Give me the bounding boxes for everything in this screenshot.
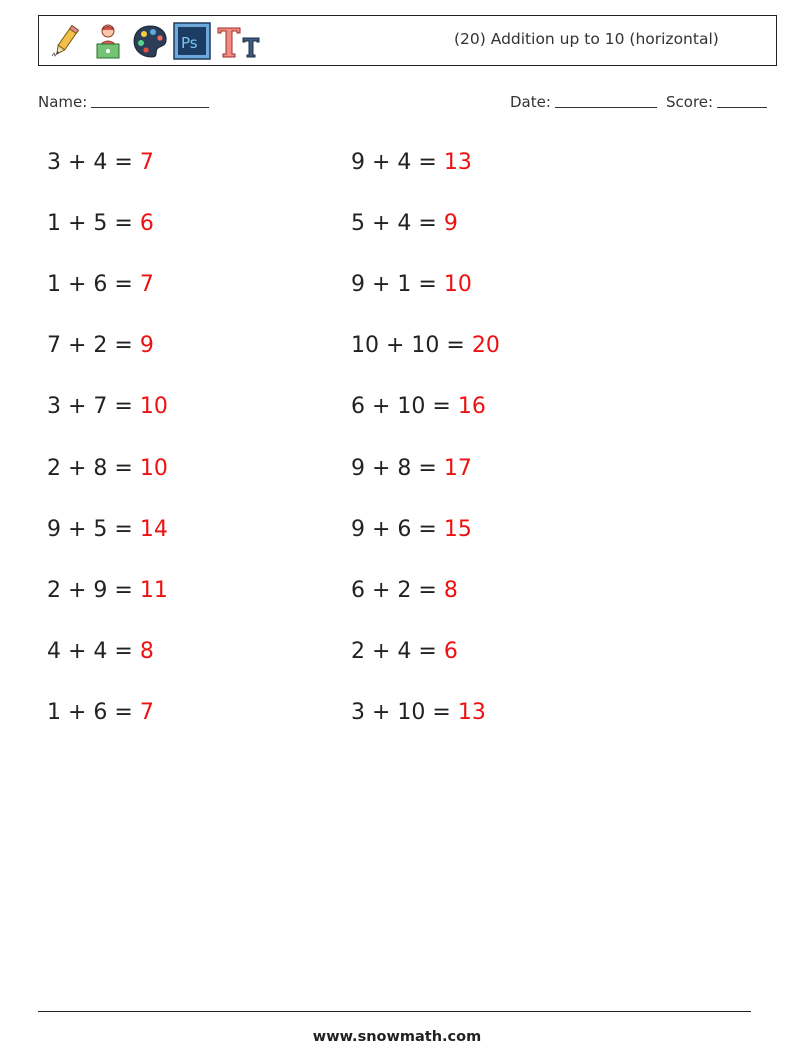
problem-answer: 7 (139, 150, 154, 175)
problem-question: 2 + 8 = (47, 456, 133, 481)
problem-left-10 (47, 700, 154, 726)
problem-question: 3 + 7 = (47, 394, 133, 419)
problem-question: 9 + 4 = (351, 150, 437, 175)
problem-answer: 16 (457, 394, 486, 419)
name-label: Name: (38, 93, 88, 111)
problem-question: 3 + 4 = (47, 150, 133, 175)
problem-answer: 10 (139, 394, 168, 419)
problem-right-6 (351, 456, 472, 482)
problem-answer: 7 (139, 272, 154, 297)
problem-question: 6 + 2 = (351, 578, 437, 603)
problem-question: 3 + 10 = (351, 700, 451, 725)
score-label: Score: (666, 93, 714, 111)
problem-left-9 (47, 639, 154, 665)
problem-left-1 (47, 150, 154, 176)
problem-left-5 (47, 394, 168, 420)
worksheet-title: (20) Addition up to 10 (horizontal) (454, 30, 719, 48)
problem-answer: 10 (139, 456, 168, 481)
problem-answer: 6 (443, 639, 458, 664)
footer-divider (38, 1011, 751, 1012)
problem-question: 9 + 8 = (351, 456, 437, 481)
problem-question: 5 + 4 = (351, 211, 437, 236)
problem-left-4 (47, 333, 154, 359)
problem-question: 7 + 2 = (47, 333, 133, 358)
problem-right-4 (351, 333, 500, 359)
problem-right-2 (351, 211, 458, 237)
problem-answer: 10 (443, 272, 472, 297)
problem-question: 6 + 10 = (351, 394, 451, 419)
problem-question: 1 + 6 = (47, 700, 133, 725)
problem-answer: 17 (443, 456, 472, 481)
problem-answer: 8 (443, 578, 458, 603)
problem-answer: 13 (443, 150, 472, 175)
problem-question: 10 + 10 = (351, 333, 465, 358)
problem-question: 1 + 5 = (47, 211, 133, 236)
photoshop-icon-label: Ps (181, 34, 198, 52)
problem-answer: 11 (139, 578, 168, 603)
problem-answer: 7 (139, 700, 154, 725)
problem-right-10 (351, 700, 486, 726)
problem-right-3 (351, 272, 472, 298)
problem-answer: 20 (471, 333, 500, 358)
problem-answer: 9 (139, 333, 154, 358)
problem-right-8 (351, 578, 458, 604)
problem-answer: 9 (443, 211, 458, 236)
problem-answer: 15 (443, 517, 472, 542)
problem-answer: 6 (139, 211, 154, 236)
date-label: Date: (510, 93, 551, 111)
problem-question: 9 + 5 = (47, 517, 133, 542)
problem-question: 2 + 9 = (47, 578, 133, 603)
problem-question: 9 + 1 = (351, 272, 437, 297)
problem-right-5 (351, 394, 486, 420)
footer-website: www.snowmath.com (312, 1029, 482, 1045)
problem-left-8 (47, 578, 168, 604)
problem-answer: 14 (139, 517, 168, 542)
problem-question: 9 + 6 = (351, 517, 437, 542)
problem-left-6 (47, 456, 168, 482)
problem-answer: 8 (139, 639, 154, 664)
problem-left-7 (47, 517, 168, 543)
problem-right-1 (351, 150, 472, 176)
problem-right-7 (351, 517, 472, 543)
problem-left-3 (47, 272, 154, 298)
problem-answer: 13 (457, 700, 486, 725)
problem-question: 1 + 6 = (47, 272, 133, 297)
problem-right-9 (351, 639, 458, 665)
problem-left-2 (47, 211, 154, 237)
problem-question: 4 + 4 = (47, 639, 133, 664)
problem-question: 2 + 4 = (351, 639, 437, 664)
